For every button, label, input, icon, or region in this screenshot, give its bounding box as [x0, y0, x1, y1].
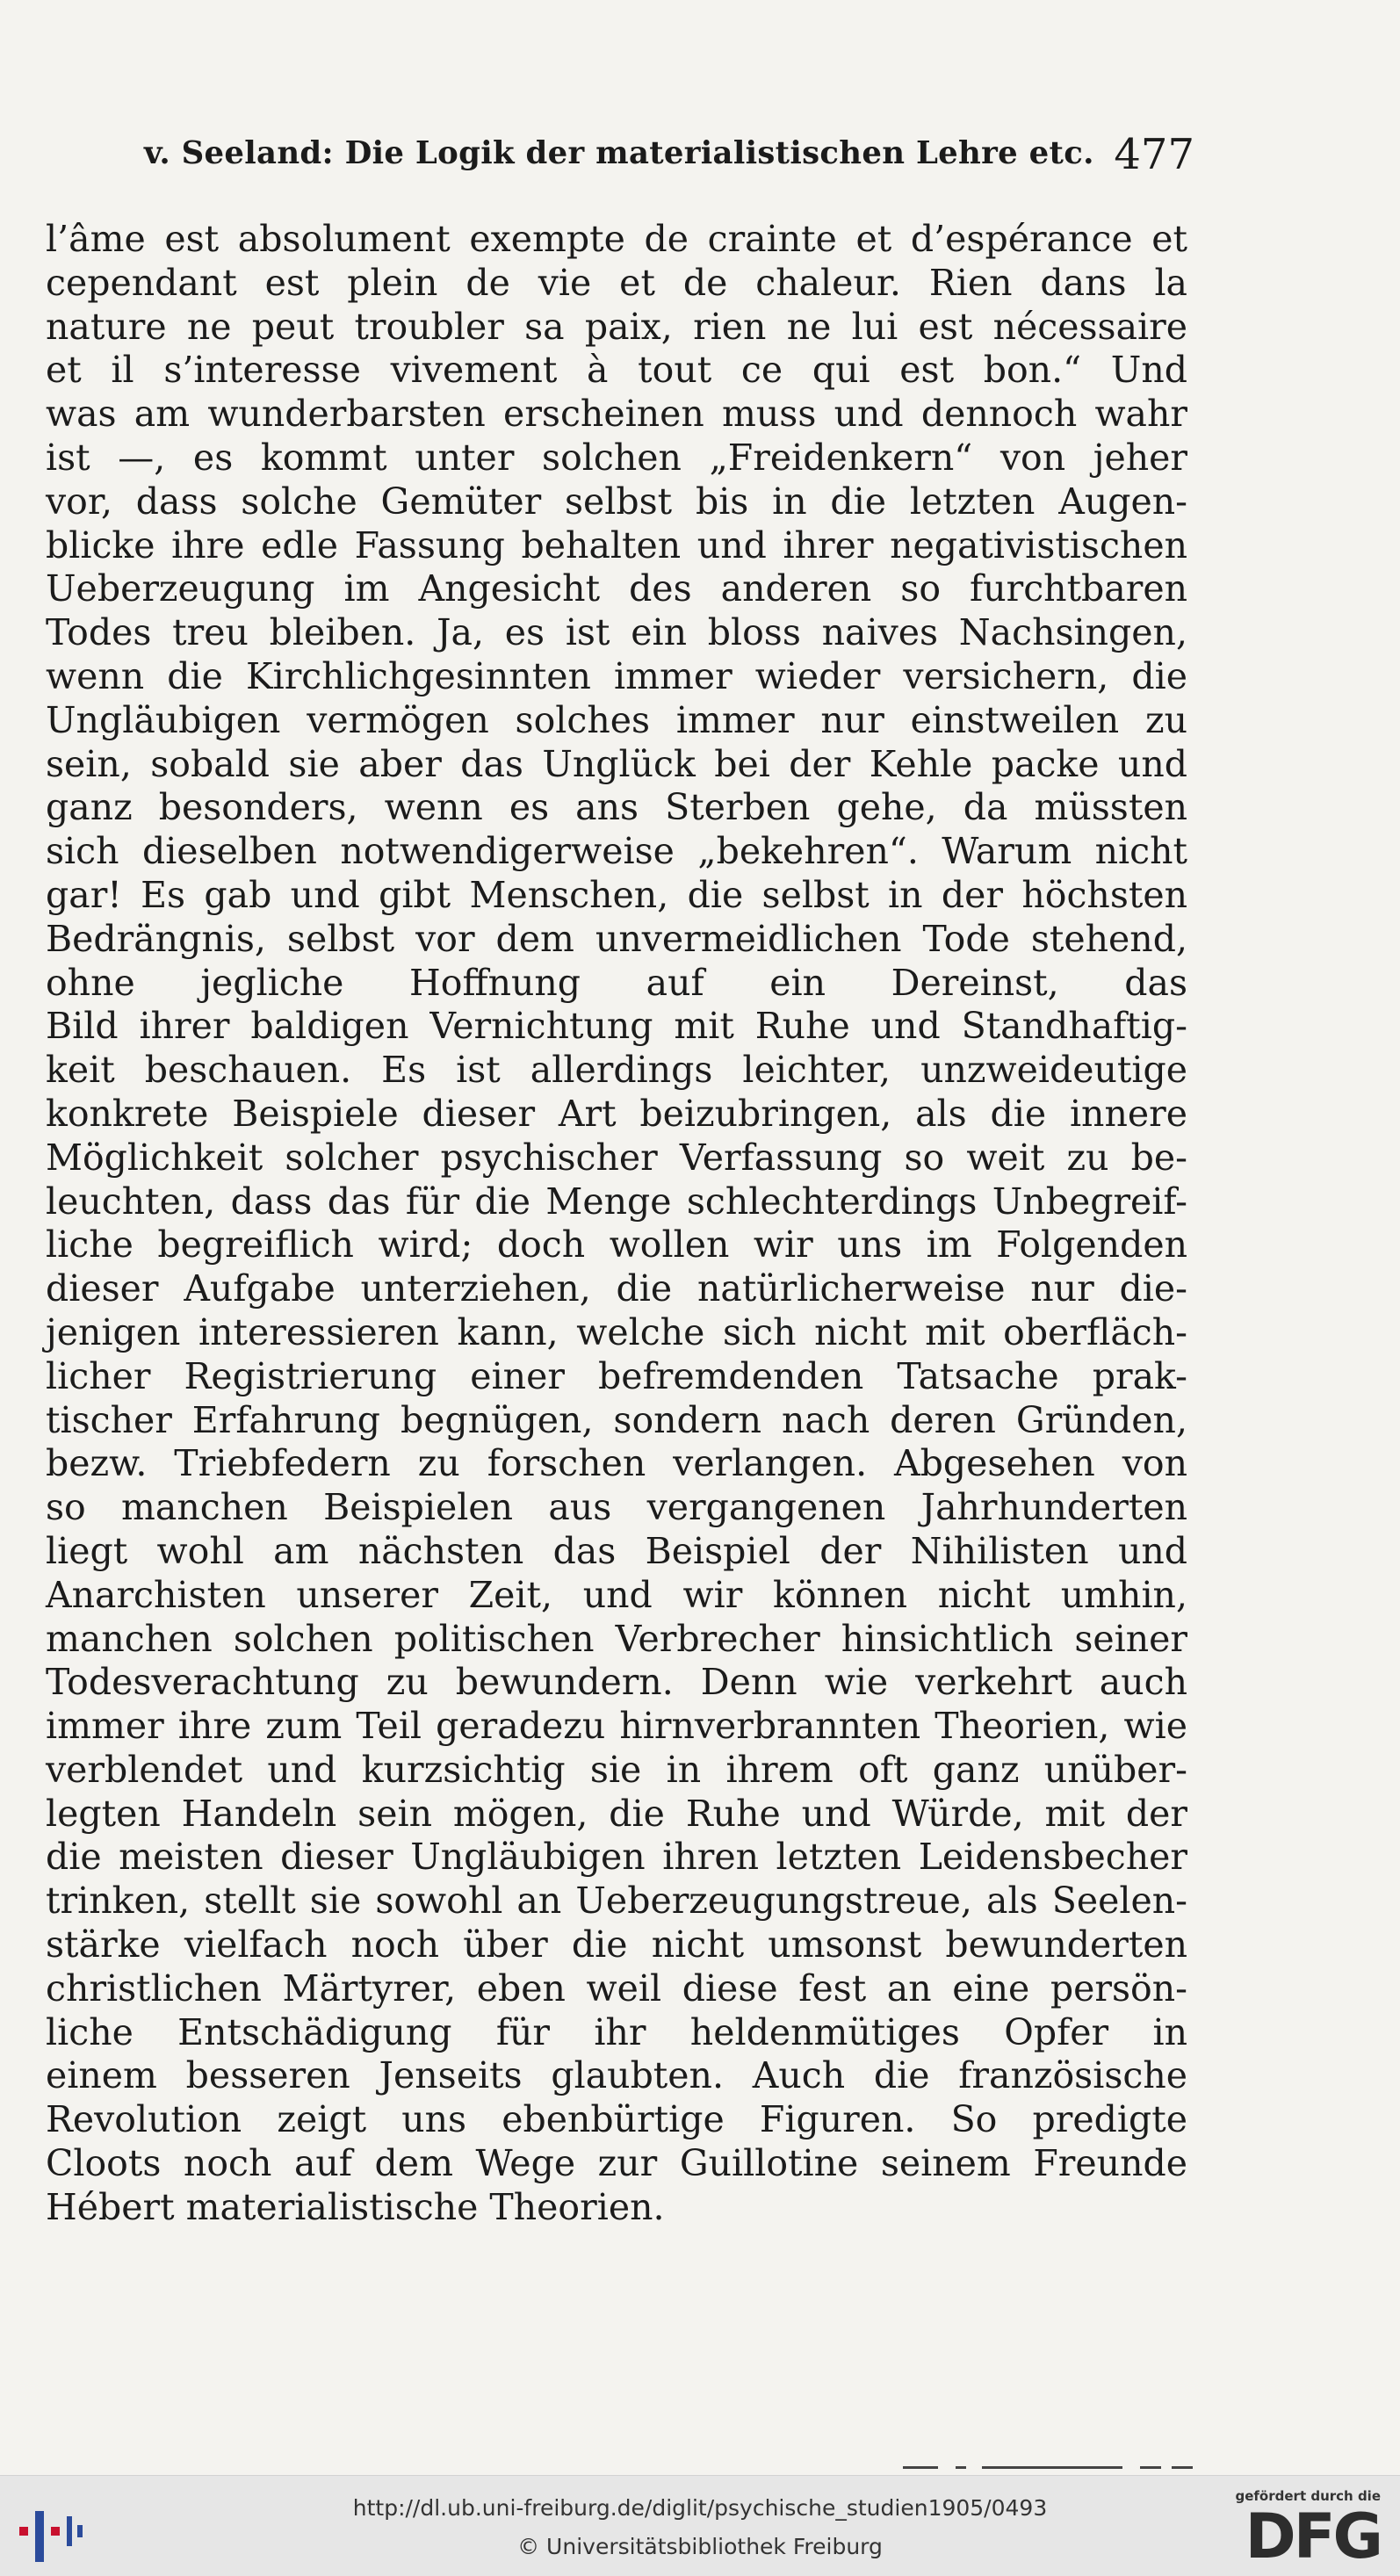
- text-line: blicke ihre edle Fassung behalten und ihrer negativistischen: [46, 523, 1187, 566]
- text-line: liche begreiflich wird; doch wollen wir uns im Folgenden: [46, 1223, 1187, 1266]
- text-line: stärke vielfach noch über die nicht umsonst bewunderten: [46, 1923, 1187, 1966]
- text-line: immer ihre zum Teil geradezu hirnverbrannten Theorien, wie: [46, 1705, 1187, 1748]
- text-line: cependant est plein de vie et de chaleur. Rien dans la: [46, 261, 1187, 304]
- text-line: wenn die Kirchlichgesinnten immer wieder versichern, die: [46, 654, 1187, 697]
- text-line: verblendet und kurzsichtig sie in ihrem oft ganz unüber-: [46, 1748, 1187, 1791]
- text-line: et il s’interesse vivement à tout ce qui est bon.“ Und: [46, 349, 1187, 392]
- body-text: [46, 218, 1187, 2230]
- text-line: Hébert materialistische Theorien.: [46, 2185, 665, 2228]
- sponsor-name: DFG: [1245, 2500, 1381, 2572]
- text-line: einem besseren Jenseits glaubten. Auch die französische: [46, 2054, 1187, 2097]
- page-number: 477: [1114, 130, 1194, 179]
- text-line: was am wunderbarsten erscheinen muss und dennoch wahr: [46, 393, 1187, 436]
- text-line: leuchten, dass das für die Menge schlechterdings Unbegreif-: [46, 1180, 1187, 1223]
- dfg-logo-icon: [1231, 2488, 1381, 2572]
- text-line: die meisten dieser Ungläubigen ihren letzten Leidensbecher: [46, 1836, 1187, 1879]
- text-line: Bild ihrer baldigen Vernichtung mit Ruhe und Standhaftig-: [46, 1005, 1187, 1048]
- text-line: Ungläubigen vermögen solches immer nur einstweilen zu: [46, 698, 1187, 741]
- text-line: gar! Es gab und gibt Menschen, die selbst in der höchsten: [46, 873, 1187, 916]
- citation-url[interactable]: http://dl.ub.uni-freiburg.de/diglit/psychische_studien1905/0493: [352, 2495, 1048, 2521]
- text-line: dieser Aufgabe unterziehen, die natürlicherweise nur die-: [46, 1267, 1187, 1310]
- sponsor-caption: gefördert durch die: [1235, 2488, 1381, 2504]
- copyright-notice: © Universitätsbibliothek Freiburg: [517, 2534, 883, 2559]
- text-line: ganz besonders, wenn es ans Sterben gehe, da müssten: [46, 786, 1187, 829]
- text-line: Revolution zeigt uns ebenbürtige Figuren. So predigte: [46, 2098, 1187, 2141]
- text-line: jenigen interessieren kann, welche sich nicht mit oberfläch-: [46, 1310, 1187, 1353]
- text-line: konkrete Beispiele dieser Art beizubringen, als die innere: [46, 1092, 1187, 1135]
- text-line: trinken, stellt sie sowohl an Ueberzeugungstreue, als Seelen-: [46, 1880, 1187, 1923]
- text-line: legten Handeln sein mögen, die Ruhe und Würde, mit der: [46, 1792, 1187, 1835]
- text-line: Bedrängnis, selbst vor dem unvermeidlichen Tode stehend,: [46, 917, 1187, 960]
- text-line: Anarchisten unserer Zeit, und wir können nicht umhin,: [46, 1573, 1187, 1616]
- footer-bar: [0, 2475, 1400, 2576]
- text-line: sein, sobald sie aber das Unglück bei der Kehle packe und: [46, 742, 1187, 785]
- text-line: sich dieselben notwendigerweise „bekehren“. Warum nicht: [46, 830, 1187, 873]
- text-line: vor, dass solche Gemüter selbst bis in die letzten Augen-: [46, 480, 1187, 523]
- text-line: Ueberzeugung im Angesicht des anderen so furchtbaren: [46, 567, 1187, 610]
- text-line: christlichen Märtyrer, eben weil diese fest an eine persön-: [46, 1966, 1187, 2010]
- running-head-title: v. Seeland: Die Logik der materialistischen Lehre etc.: [144, 135, 1094, 171]
- text-line: licher Registrierung einer befremdenden Tatsache prak-: [46, 1354, 1187, 1397]
- text-line: ohne jegliche Hoffnung auf ein Dereinst, das: [46, 961, 1187, 1004]
- text-line: keit beschauen. Es ist allerdings leichter, unzweideutige: [46, 1049, 1187, 1092]
- text-line: ist —, es kommt unter solchen „Freidenkern“ von jeher: [46, 436, 1187, 479]
- text-line: liegt wohl am nächsten das Beispiel der Nihilisten und: [46, 1529, 1187, 1572]
- text-line: tischer Erfahrung begnügen, sondern nach deren Gründen,: [46, 1398, 1187, 1441]
- text-line: liche Entschädigung für ihr heldenmütiges Opfer in: [46, 2010, 1187, 2053]
- text-line: Todes treu bleiben. Ja, es ist ein bloss naives Nachsingen,: [46, 611, 1187, 654]
- running-header: [46, 130, 1194, 179]
- scan-edge-marks: [903, 2466, 1193, 2470]
- text-line: bezw. Triebfedern zu forschen verlangen. Abgesehen von: [46, 1442, 1187, 1485]
- text-line: nature ne peut troubler sa paix, rien ne lui est nécessaire: [46, 305, 1187, 348]
- text-line: manchen solchen politischen Verbrecher hinsichtlich seiner: [46, 1617, 1187, 1660]
- text-line: l’âme est absolument exempte de crainte et d’espérance et: [46, 218, 1187, 260]
- text-line: Todesverachtung zu bewundern. Denn wie verkehrt auch: [46, 1661, 1187, 1704]
- text-line: Möglichkeit solcher psychischer Verfassung so weit zu be-: [46, 1136, 1187, 1179]
- text-line: so manchen Beispielen aus vergangenen Jahrhunderten: [46, 1486, 1187, 1529]
- text-line: Cloots noch auf dem Wege zur Guillotine seinem Freunde: [46, 2142, 1187, 2185]
